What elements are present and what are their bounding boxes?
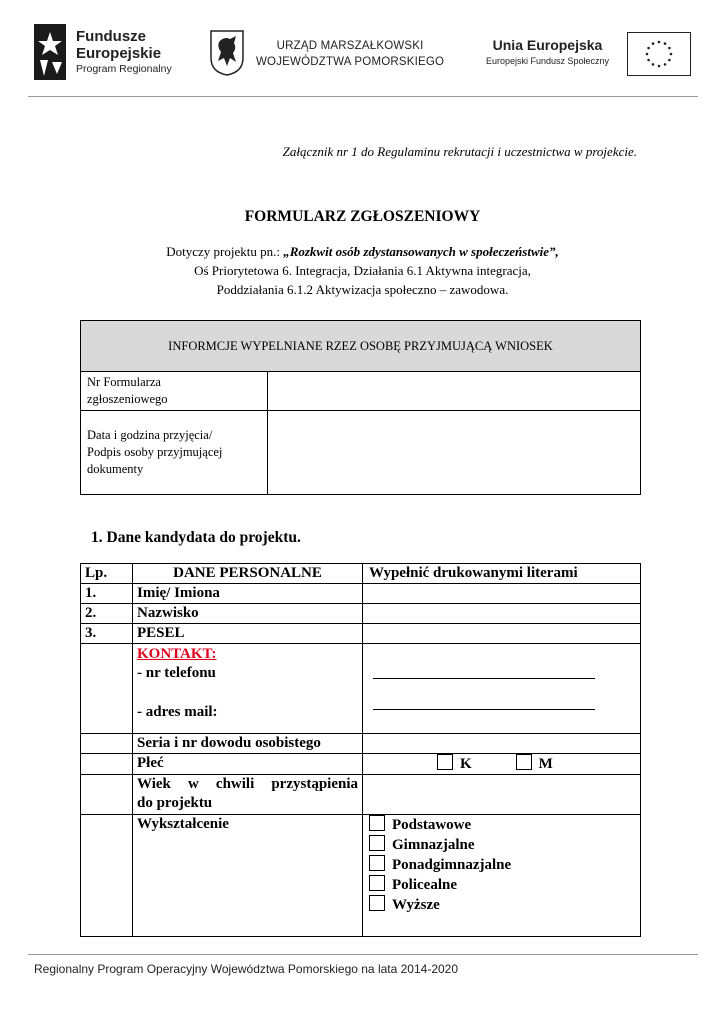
gender-m-label: M [538,756,553,772]
receipt-label-line3: dokumenty [87,462,144,476]
row-number: 3. [81,624,133,644]
personal-data-table [80,563,641,937]
form-number-label-line1: Nr Formularza [87,375,161,389]
ue-logo-title: Unia Europejska [492,37,603,53]
form-number-label-line2: zgłoszeniowego [87,392,168,406]
education-option[interactable] [369,815,636,835]
checkbox[interactable] [369,875,385,891]
first-name-field[interactable] [363,584,641,604]
checkbox[interactable] [369,815,385,831]
um-logo-line2: WOJEWÓDZTWA POMORSKIEGO [256,56,445,68]
um-logo-line1: URZĄD MARSZAŁKOWSKI [276,40,424,52]
id-card-label: Seria i nr dowodu osobistego [133,734,363,754]
ue-logo-subtitle: Europejski Fundusz Społeczny [485,56,610,66]
row-number-empty [81,644,133,734]
education-label: Wykształcenie [133,815,363,937]
section-heading: 1. Dane kandydata do projektu. [91,529,301,546]
row-number-empty [81,754,133,775]
phone-label: - nr telefonu [137,665,216,681]
education-option[interactable] [369,875,636,895]
office-table-header: INFORMCJE WYPELNIANE RZEZ OSOBĘ PRZYJMUJĄCĄ WNIOSEK [81,321,641,372]
receipt-datetime-label [81,411,268,495]
education-option-label: Wyższe [392,897,440,913]
project-line3: Poddziałania 6.1.2 Aktywizacja społeczno – zawodowa. [216,282,509,297]
row-number-empty [81,734,133,754]
education-option-label: Gimnazjalne [392,837,475,853]
education-option-label: Policealne [392,877,457,893]
project-prefix: Dotyczy projektu pn.: [166,244,284,259]
col-header-fill-instruction: Wypełnić drukowanymi literami [363,564,641,584]
education-option[interactable] [369,855,636,875]
footer-divider [28,954,698,955]
age-label-line1: Wiek w chwili przystąpienia [137,776,358,792]
row-number-empty [81,815,133,937]
age-label [133,775,363,815]
education-options [363,815,641,937]
gender-options [363,754,641,775]
griffin-crest-icon [210,30,244,76]
checkbox[interactable] [369,835,385,851]
checkbox[interactable] [369,855,385,871]
pesel-field[interactable] [363,624,641,644]
receipt-label-line2: Podpis osoby przyjmującej [87,445,223,459]
gender-k-checkbox[interactable] [437,754,453,770]
header-divider [28,96,698,97]
annex-note: Załącznik nr 1 do Regulaminu rekrutacji i uczestnictwa w projekcie. [282,144,637,159]
gender-label: Płeć [133,754,363,775]
project-name: „Rozkwit osób zdystansowanych w społeczeństwie”, [283,244,559,259]
contact-labels [133,644,363,734]
pesel-label: PESEL [133,624,363,644]
surname-field[interactable] [363,604,641,624]
receipt-signature-field[interactable] [268,411,641,495]
col-header-personal-data: DANE PERSONALNE [133,564,363,584]
row-number: 2. [81,604,133,624]
unia-europejska-logo [480,32,690,78]
gender-k-label: K [460,756,472,772]
page-title: FORMULARZ ZGŁOSZENIOWY [244,208,481,225]
fe-logo-line3: Program Regionalny [76,63,172,75]
checkbox[interactable] [369,895,385,911]
page-footer: Regionalny Program Operacyjny Województwa Pomorskiego na lata 2014-2020 [34,962,459,976]
form-number-field[interactable] [268,372,641,411]
age-label-line2: do projektu [137,795,213,811]
fe-logo-line1: Fundusze [76,28,146,45]
row-number: 1. [81,584,133,604]
surname-label: Nazwisko [133,604,363,624]
project-description [0,242,725,299]
gender-m-checkbox[interactable] [516,754,532,770]
col-header-lp: Lp. [81,564,133,584]
form-number-label [81,372,268,411]
fe-logo-line2: Europejskie [76,45,162,62]
contact-fields [363,644,641,734]
fundusze-europejskie-icon [34,24,66,80]
education-option-label: Podstawowe [392,817,472,833]
row-number-empty [81,775,133,815]
age-field[interactable] [363,775,641,815]
email-input-line[interactable] [373,709,595,710]
contact-heading: KONTAKT: [137,646,217,662]
education-option[interactable] [369,895,636,915]
urzad-marszalkowski-logo [210,30,460,76]
fundusze-europejskie-logo [34,24,194,82]
education-option[interactable] [369,835,636,855]
id-card-field[interactable] [363,734,641,754]
eu-flag-icon [627,32,691,76]
receipt-label-line1: Data i godzina przyjęcia/ [87,428,213,442]
education-option-label: Ponadgimnazjalne [392,857,512,873]
first-name-label: Imię/ Imiona [133,584,363,604]
office-use-table [80,320,641,495]
project-line2: Oś Priorytetowa 6. Integracja, Działania 6.1 Aktywna integracja, [194,263,531,278]
email-label: - adres mail: [137,704,218,720]
